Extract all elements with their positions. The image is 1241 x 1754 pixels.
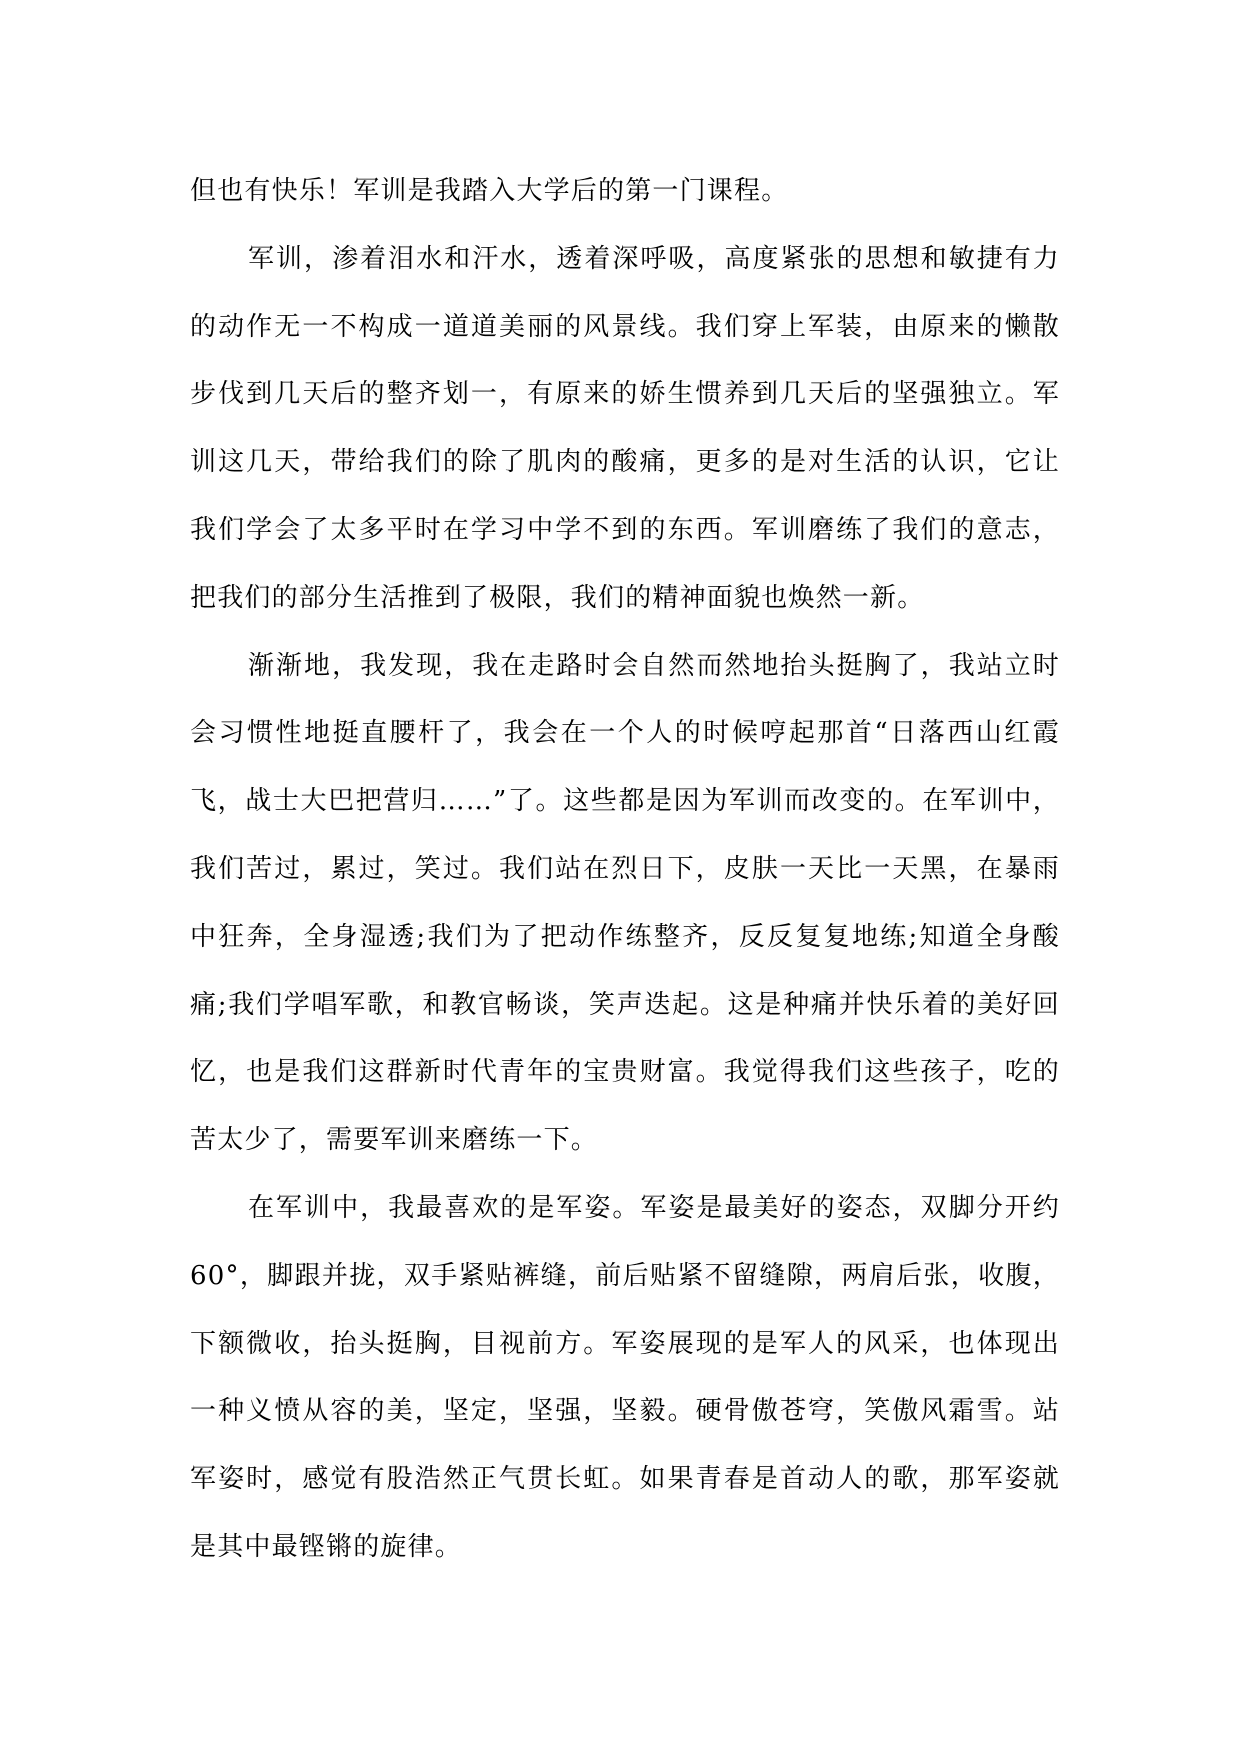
paragraph-military-posture: 在军训中，我最喜欢的是军姿。军姿是最美好的姿态，双脚分开约 60°，脚跟并拢，双手紧贴裤缝，前后贴紧不留缝隙，两肩后张，收腹，下额微收，抬头挺胸，目视前方。军姿展现的是军人的风采，也体现出一种义愤从容的美，坚定，坚强，坚毅。硬骨傲苍穹，笑傲风霜雪。站军姿时，感觉有股浩然正气贯长虹。如果青春是首动人的歌，那军姿就是其中最铿锵的旋律。 — [190, 1192, 1060, 1562]
paragraph-military-training-scenery: 军训，渗着泪水和汗水，透着深呼吸，高度紧张的思想和敏捷有力的动作无一不构成一道道美丽的风景线。我们穿上军装，由原来的懒散步伐到几天后的整齐划一，有原来的娇生惯养到几天后的坚强独立。军训这几天，带给我们的除了肌肉的酸痛，更多的是对生活的认识，它让我们学会了太多平时在学习中学不到的东西。军训磨练了我们的意志，把我们的部分生活推到了极限，我们的精神面貌也焕然一新。 — [190, 243, 1060, 613]
paragraph-continuation: 但也有快乐！军训是我踏入大学后的第一门课程。 — [190, 176, 789, 206]
document-body — [190, 158, 1060, 1582]
paragraph-gradual-changes: 渐渐地，我发现，我在走路时会自然而然地抬头挺胸了，我站立时会习惯性地挺直腰杆了，我会在一个人的时候哼起那首“日落西山红霞飞，战士大巴把营归……”了。这些都是因为军训而改变的。在军训中，我们苦过，累过，笑过。我们站在烈日下，皮肤一天比一天黑，在暴雨中狂奔，全身湿透;我们为了把动作练整齐，反反复复地练;知道全身酸痛;我们学唱军歌，和教官畅谈，笑声迭起。这是种痛并快乐着的美好回忆，也是我们这群新时代青年的宝贵财富。我觉得我们这些孩子，吃的苦太少了，需要军训来磨练一下。 — [190, 650, 1060, 1156]
